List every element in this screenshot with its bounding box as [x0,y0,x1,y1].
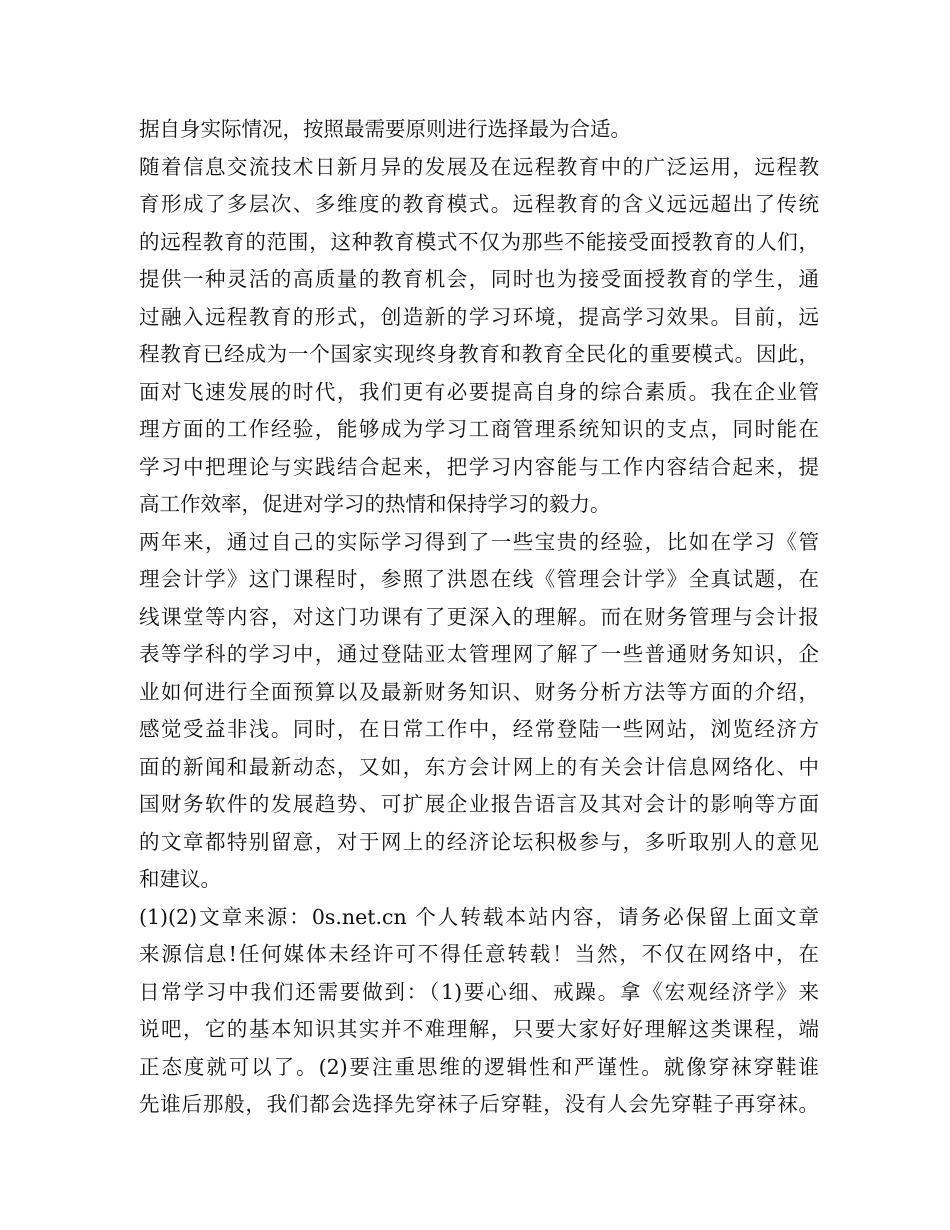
paragraph-1 [139,111,819,149]
text-line: 面的新闻和最新动态，又如，东方会计网上的有关会计信息网络化、中 [139,754,819,779]
paragraph-2 [139,149,819,524]
text-line: 和建议。 [139,867,221,891]
text-line: 过融入远程教育的形式，创造新的学习环境，提高学习效果。目前，远 [139,304,819,329]
text-line: 说吧，它的基本知识其实并不难理解，只要大家好好理解这类课程，端 [139,1017,819,1041]
text-line: 感觉受益非浅。同时，在日常工作中，经常登陆一些网站，浏览经济方 [139,717,819,741]
text-line: 表等学科的学习中，通过登陆亚太管理网了解了一些普通财务知识，企 [139,642,819,666]
document-body [139,111,819,1124]
text-line: (1)(2)文章来源：0s.net.cn 个人转载本站内容，请务必保留上面文章 [139,904,819,929]
text-line: 育形成了多层次、多维度的教育模式。远程教育的含义远远超出了传统 [139,192,819,216]
text-line: 理方面的工作经验，能够成为学习工商管理系统知识的支点，同时能在 [139,417,819,441]
text-line: 两年来，通过自己的实际学习得到了一些宝贵的经验，比如在学习《管 [139,529,819,554]
text-line: 来源信息!任何媒体未经许可不得任意转载！当然，不仅在网络中，在 [139,942,819,966]
text-line: 据自身实际情况，按照最需要原则进行选择最为合适。 [139,117,631,141]
text-line: 面对飞速发展的时代，我们更有必要提高自身的综合素质。我在企业管 [139,379,819,404]
paragraph-4 [139,899,819,1124]
text-line: 随着信息交流技术日新月异的发展及在远程教育中的广泛运用，远程教 [139,154,819,179]
text-line: 正态度就可以了。(2)要注重思维的逻辑性和严谨性。就像穿袜穿鞋谁 [139,1054,819,1079]
text-line: 的文章都特别留意，对于网上的经济论坛积极参与，多听取别人的意见 [139,829,819,854]
text-line: 的远程教育的范围，这种教育模式不仅为那些不能接受面授教育的人们， [139,229,819,254]
text-line: 先谁后那般，我们都会选择先穿袜子后穿鞋，没有人会先穿鞋子再穿袜。 [139,1092,819,1116]
paragraph-3 [139,524,819,899]
text-line: 程教育已经成为一个国家实现终身教育和教育全民化的重要模式。因此， [139,342,819,366]
text-line: 线课堂等内容，对这门功课有了更深入的理解。而在财务管理与会计报 [139,604,819,629]
text-line: 提供一种灵活的高质量的教育机会，同时也为接受面授教育的学生，通 [139,267,819,291]
text-line: 业如何进行全面预算以及最新财务知识、财务分析方法等方面的介绍， [139,679,819,704]
text-line: 理会计学》这门课程时，参照了洪恩在线《管理会计学》全真试题，在 [139,567,819,591]
text-line: 学习中把理论与实践结合起来，把学习内容能与工作内容结合起来，提 [139,454,819,479]
text-line: 高工作效率，促进对学习的热情和保持学习的毅力。 [139,492,611,516]
text-line: 国财务软件的发展趋势、可扩展企业报告语言及其对会计的影响等方面 [139,792,819,816]
text-line: 日常学习中我们还需要做到：（1)要心细、戒躁。拿《宏观经济学》来 [139,979,819,1004]
